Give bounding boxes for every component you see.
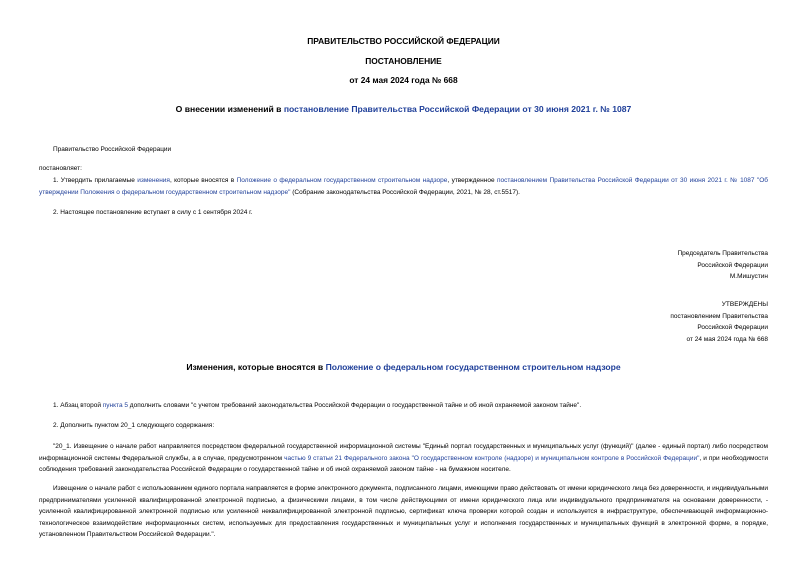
changes-item-2: 2. Дополнить пунктом 20_1 следующего содержания: (53, 422, 215, 429)
changes-item-20-1 (39, 441, 768, 476)
changes-notice-paragraph: Извещение о начале работ с использованием единого портала направляется в форме электронного документа, подписанного лицами, имеющими право действовать от имени юридического лица без доверенности, и индивидуальными предпринимателями усиленной квалифицированной электронной подписью, а физическими лицами, в том числе действующими от имени юридического лица или индивидуального предпринимателя на основании доверенности, - усиленной квалифицированной электронной подписью или усиленной неквалифицированной электронной подписью, сертификат ключа проверки которой создан и используется в инфраструктуре, обеспечивающей информационно-технологическое взаимодействие информационных систем, используемых для предоставления государственных и муниципальных услуг и исполнения государственных и муниципальных функций в электронной форме, в порядке, установленном Правительством Российской Федерации.". (39, 485, 768, 538)
document-type: ПОСТАНОВЛЕНИЕ (365, 56, 442, 66)
government-heading: ПРАВИТЕЛЬСТВО РОССИЙСКОЙ ФЕДЕРАЦИИ (307, 36, 500, 46)
approved-country: Российской Федерации (697, 324, 768, 332)
document-title (0, 104, 807, 114)
item-1-text-a: 1. Утвердить прилагаемые (53, 177, 138, 184)
changes-title-text: Изменения, которые вносятся в (186, 362, 326, 372)
changes-title-link[interactable]: Положение о федеральном государственном строительном надзоре (325, 362, 621, 372)
changes-item-1-text-b: дополнить словами "с учетом требований законодательства Российской Федерации о государственной тайне и об иной охраняемой законом тайне". (127, 402, 582, 409)
resolution-1087-link[interactable]: постановлением Правительства Российской Федерации от 30 июня 2021 г. № 1087 "Об утверждении Положения о федеральном государственном строительном надзоре" (39, 177, 768, 196)
approved-block (670, 299, 768, 345)
signature-name: М.Мишустин (729, 273, 768, 281)
item-1-text-c: , утвержденное (447, 177, 497, 184)
approved-date-number: от 24 мая 2024 года № 668 (686, 335, 768, 343)
government-name: Правительство Российской Федерации (53, 146, 172, 153)
signature-country: Российской Федерации (697, 261, 768, 269)
changes-item-20-1-text-b: , и при необходимости соблюдения требований законодательства Российской Федерации о государственной тайне и об иной охраняемой законом тайне - на бумажном носителе. (39, 454, 768, 473)
point-5-link[interactable]: пункта 5 (102, 402, 128, 409)
approved-heading: УТВЕРЖДЕНЫ (721, 301, 768, 308)
document-title-text: О внесении изменений в (175, 104, 284, 114)
changes-item-1-text-a: 1. Абзац второй (53, 402, 103, 409)
document-date-number: от 24 мая 2024 года № 668 (349, 75, 458, 85)
item-2-paragraph: 2. Настоящее постановление вступает в силу с 1 сентября 2024 г. (53, 209, 253, 216)
changes-title (0, 362, 807, 372)
item-1-text-b: , которые вносятся в (169, 177, 237, 184)
title-link[interactable]: постановление Правительства Российской Федерации от 30 июня 2021 г. № 1087 (283, 104, 632, 114)
federal-law-link[interactable]: частью 9 статьи 21 Федерального закона "О государственном контроле (надзоре) и муниципальном контроле в Российской Федерации" (284, 454, 700, 462)
changes-item-20-1-text-a: "20_1. Извещение о начале работ направляется посредством федеральной государственной информационной системы "Единый портал государственных и муниципальных услуг (функций)" (далее - единый портал) либо посредством информационной системы Федеральной службы, а в случае, предусмотренном (39, 443, 768, 462)
item-1-text-d: (Собрание законодательства Российской Федерации, 2021, № 28, ст.5517). (290, 188, 520, 196)
changes-link[interactable]: изменения (137, 177, 170, 184)
approved-by: постановлением Правительства (670, 312, 768, 320)
signature-position: Председатель Правительства (677, 250, 768, 257)
decrees-text: постановляет: (39, 165, 82, 172)
changes-item-1 (53, 400, 581, 412)
regulation-link[interactable]: Положение о федеральном государственном строительном надзоре (236, 177, 448, 184)
item-1-paragraph (39, 175, 768, 198)
signature-block (677, 248, 768, 283)
